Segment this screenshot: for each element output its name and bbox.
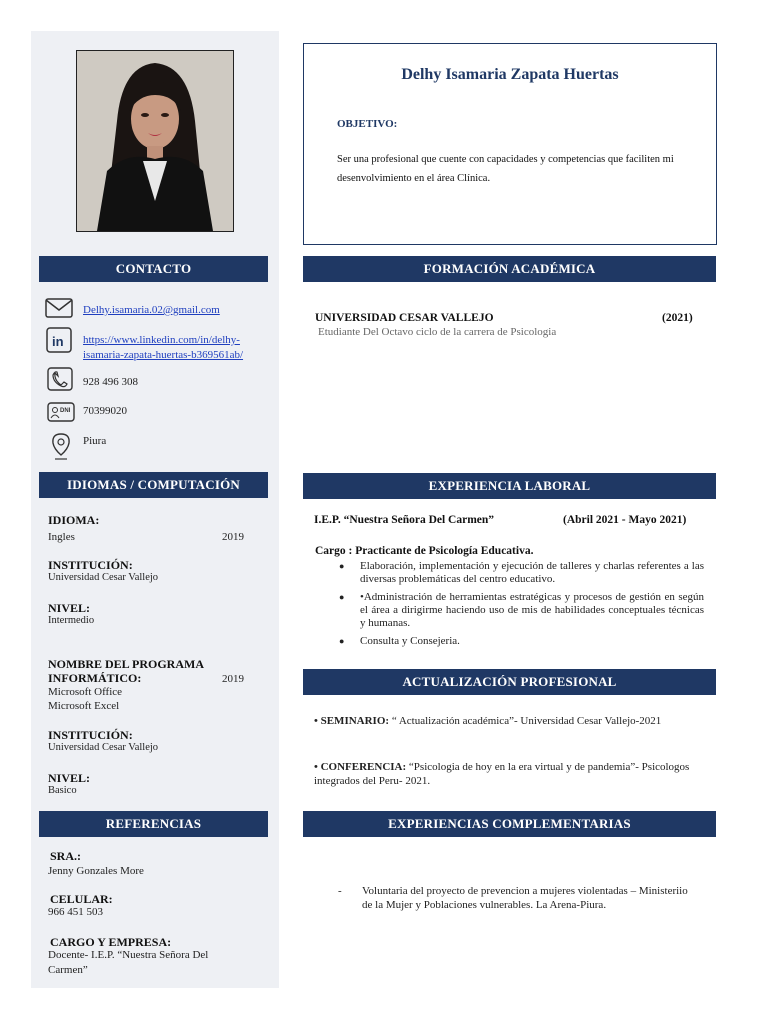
level-2-value: Basico [48,785,77,796]
experience-bullet: ● •Administración de herramientas estratégicas y procesos de gestión en según el área a dirigirme haciendo uso de mis de habilidades conceptuales técnicas y humanas. [316,591,704,630]
program-label-line-1: NOMBRE DEL PROGRAMA [48,657,204,671]
education-institution: UNIVERSIDAD CESAR VALLEJO [315,312,494,324]
education-year: (2021) [662,312,693,324]
program-value-1: Microsoft Office [48,686,123,698]
experience-section-title: EXPERIENCIA LABORAL [303,473,716,499]
complementary-dash: - [338,885,342,897]
linkedin-line-2[interactable]: isamaria-zapata-huertas-b369561ab/ [83,349,244,361]
level-label: NIVEL: [48,601,91,615]
linkedin-link[interactable] [83,333,243,363]
reference-sra-label: SRA.: [50,849,82,863]
program-year: 2019 [222,673,244,685]
dni-number: 70399020 [83,405,127,417]
objective-label: OBJETIVO: [337,118,398,130]
email-link[interactable]: Delhy.isamaria.02@gmail.com [83,304,220,316]
location-text: Piura [83,435,107,447]
seminar-entry [314,714,704,728]
complementary-item: Voluntaria del proyecto de prevencion a mujeres violentadas – Ministeriio de la Mujer y Poblaciones vulnerables. La Arena-Piura. [362,885,688,911]
conference-entry [314,760,704,788]
experience-bullets [316,560,704,653]
reference-job-label: CARGO Y EMPRESA: [50,935,172,949]
seminar-text: “ Actualización académica”- Universidad Cesar Vallejo-2021 [389,715,662,727]
education-section-title: FORMACIÓN ACADÉMICA [303,256,716,282]
location-pin-icon [50,433,76,459]
idioma-year: 2019 [222,531,244,543]
svg-text:in: in [52,334,64,349]
linkedin-line-1[interactable]: https://www.linkedin.com/in/delhy- [83,334,240,346]
institution-value: Universidad Cesar Vallejo [48,572,159,583]
email-icon [45,296,71,322]
reference-phone-label: CELULAR: [50,892,113,906]
seminar-label: • SEMINARIO: [314,715,390,727]
experience-period: (Abril 2021 - Mayo 2021) [563,514,687,526]
linkedin-icon [46,327,72,353]
profile-photo [76,50,234,232]
education-detail: Etudiante Del Octavo ciclo de la carrera de Psicologia [318,326,557,338]
complementary-section-title: EXPERIENCIAS COMPLEMENTARIAS [303,811,716,837]
program-label-line-2: INFORMÁTICO: [48,671,142,685]
conference-label: • CONFERENCIA: [314,761,407,773]
experience-role: Cargo : Practicante de Psicología Educativa. [315,545,534,557]
updates-section-title: ACTUALIZACIÓN PROFESIONAL [303,669,716,695]
experience-employer: I.E.P. “Nuestra Señora Del Carmen” [314,514,495,526]
phone-number: 928 496 308 [83,376,138,388]
experience-bullet: ● Consulta y Consejeria. [316,635,704,648]
reference-sra-value: Jenny Gonzales More [48,865,144,877]
level-2-label: NIVEL: [48,771,91,785]
phone-icon [47,367,73,393]
program-value-2: Microsoft Excel [48,700,120,712]
idioma-value: Ingles [48,531,75,543]
header-box [303,43,717,245]
level-value: Intermedio [48,615,95,626]
institution-label: INSTITUCIÓN: [48,558,133,572]
contact-section-title: CONTACTO [39,256,268,282]
institution-2-label: INSTITUCIÓN: [48,728,133,742]
reference-job-value-1: Docente- I.E.P. “Nuestra Señora Del [48,949,209,961]
profile-photo-image [77,51,233,231]
references-section-title: REFERENCIAS [39,811,268,837]
experience-bullet: ● Elaboración, implementación y ejecución de talleres y charlas referentes a las diversas problemáticas del centro educativo. [316,560,704,586]
candidate-name: Delhy Isamaria Zapata Huertas [401,66,619,83]
institution-2-value: Universidad Cesar Vallejo [48,742,159,753]
conference-text: “Psicologia de hoy en la era virtual y de pandemia”- Psicologos integrados del Peru- 2021. [314,761,690,787]
id-card-icon [47,402,73,428]
reference-phone-value: 966 451 503 [48,906,103,918]
languages-section-title: IDIOMAS / COMPUTACIÓN [39,472,268,498]
idioma-label: IDIOMA: [48,513,100,527]
objective-text: Ser una profesional que cuente con capacidades y competencias que faciliten mi desenvolvimiento en el área Clínica. [337,154,674,184]
dni-icon-label: DNI [60,408,71,414]
reference-job-value-2: Carmen” [48,964,88,976]
